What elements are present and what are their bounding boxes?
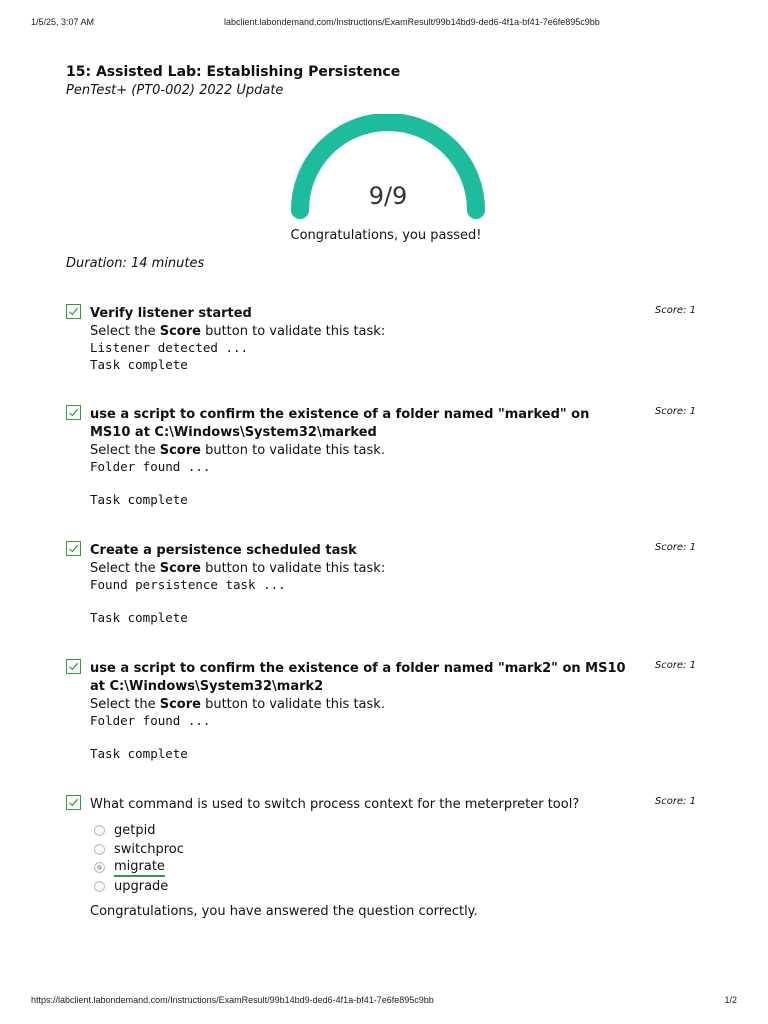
checked-icon [66, 405, 81, 420]
task-output: Folder found ... Task complete [90, 713, 211, 761]
task-instruction: Select the Score button to validate this task: [90, 324, 386, 339]
answer-option-label: getpid [114, 823, 156, 838]
page-number: 1/2 [724, 995, 737, 1005]
question-score: Score: 1 [654, 796, 696, 807]
task-score: Score: 1 [654, 406, 696, 417]
lab-title: 15: Assisted Lab: Establishing Persistence [66, 64, 401, 80]
task-score: Score: 1 [654, 542, 696, 553]
answer-option-label: upgrade [114, 878, 169, 894]
exam-result [66, 62, 706, 919]
task-instruction: Select the Score button to validate this task: [90, 561, 386, 576]
score-button-label: Score [159, 324, 201, 339]
score-button-label: Score [159, 443, 201, 458]
footer-url: https://labclient.labondemand.com/Instructions/ExamResult/99b14bd9-ded6-4f1a-bf41-7e6fe895c9bb [31, 995, 434, 1005]
course-subtitle: PenTest+ (PT0-002) 2022 Update [66, 83, 284, 98]
print-header [0, 17, 768, 31]
checked-icon [66, 659, 81, 674]
question-text: What command is used to switch process context for the meterpreter tool? [90, 797, 580, 812]
checked-icon [66, 541, 81, 556]
task-instruction: Select the Score button to validate this task. [90, 697, 385, 712]
pass-message: Congratulations, you passed! [290, 228, 482, 243]
task-title: Verify listener started [90, 306, 252, 321]
task-title: use a script to confirm the existence of a folder named "mark2" on MS10 at C:\Windows\System32\mark2 [90, 661, 626, 694]
answer-option-label: migrate [114, 859, 165, 877]
checked-icon [66, 304, 81, 319]
score-value: 9/9 [368, 182, 408, 210]
duration: Duration: 14 minutes [66, 256, 205, 271]
task-instruction: Select the Score button to validate this task. [90, 443, 385, 458]
radio-icon[interactable] [94, 825, 105, 836]
task-title: Create a persistence scheduled task [90, 543, 357, 558]
print-footer [0, 995, 768, 1009]
task-score: Score: 1 [654, 305, 696, 316]
score-button-label: Score [159, 561, 201, 576]
task-output: Found persistence task ... Task complete [90, 577, 286, 625]
radio-icon[interactable] [94, 844, 105, 855]
task-score: Score: 1 [654, 660, 696, 671]
print-datetime: 1/5/25, 3:07 AM [31, 17, 95, 27]
radio-icon[interactable] [94, 862, 105, 873]
score-gauge [288, 114, 488, 224]
radio-icon[interactable] [94, 881, 105, 892]
task-output: Folder found ... Task complete [90, 459, 211, 507]
task-title: use a script to confirm the existence of a folder named "marked" on MS10 at C:\Windows\System32\marked [90, 407, 590, 440]
score-button-label: Score [159, 697, 201, 712]
answer-feedback: Congratulations, you have answered the question correctly. [90, 904, 478, 919]
print-url: labclient.labondemand.com/Instructions/ExamResult/99b14bd9-ded6-4f1a-bf41-7e6fe895c9bb [224, 17, 600, 27]
task-output: Listener detected ... Task complete [90, 340, 249, 372]
checked-icon [66, 795, 81, 810]
answer-option-label: switchproc [114, 841, 184, 857]
